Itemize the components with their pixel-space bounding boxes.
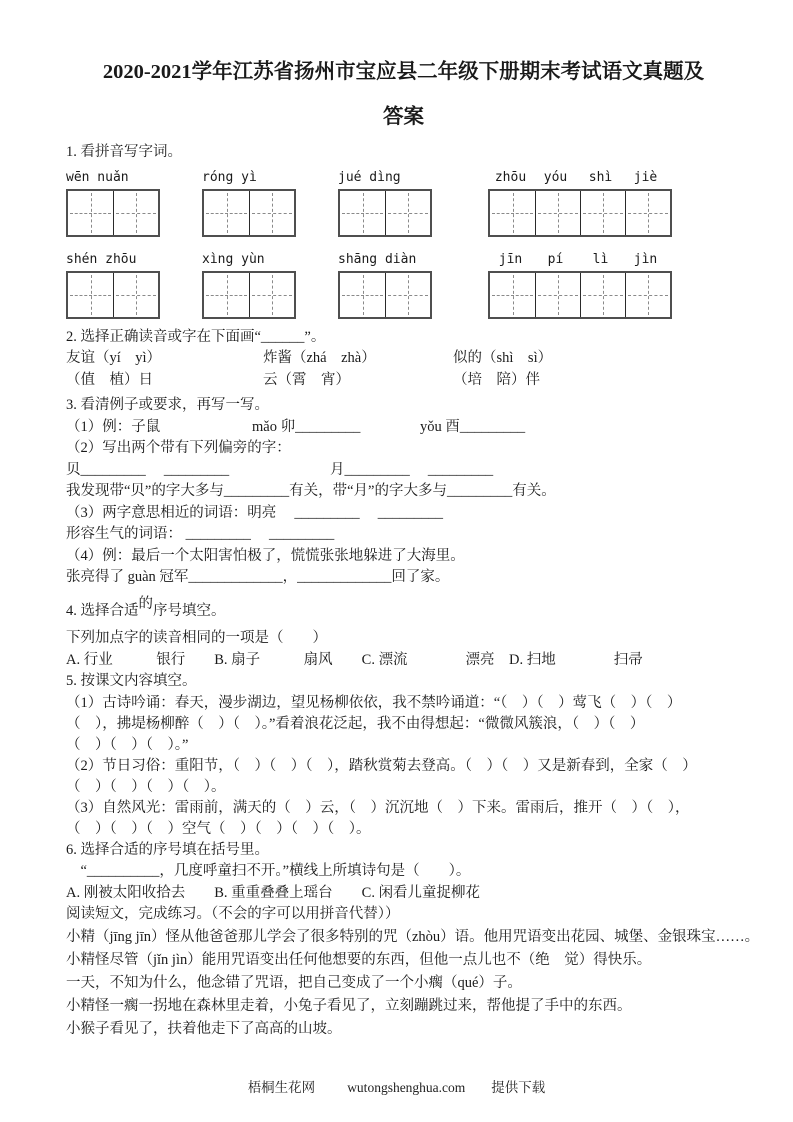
writing-grid-cell [625,191,670,235]
pinyin-grid-group [202,169,296,237]
writing-grid-cell [340,273,385,317]
writing-grid-cell [580,191,625,235]
pinyin-syllable: róng yì [202,169,257,185]
q5-line: （ ），拂堤杨柳醉（ ）（ ）。”看着浪花泛起，我不由得想起：“微微风簇浪，（ ）（ ） [66,715,645,732]
q3-heading: 3. 看清例子或要求，再写一写。 [66,397,269,413]
q5-line: （ ）（ ）（ ）空气（ ）（ ）（ ）（ ）。 [66,820,371,837]
pinyin-syllable: pí [547,251,564,267]
q3-discovery-line: 我发现带“贝”的字大多与_________有关，带“月”的字大多与_________有关。 [66,483,556,499]
pinyin-label [66,169,160,189]
pinyin-grid-group [488,169,672,237]
pinyin-label [202,169,296,189]
pinyin-label [488,251,672,271]
writing-grid-cell [580,273,625,317]
q3-item1-blank-you: yǒu 酉_________ [420,418,526,435]
q4-heading-superscript: 的 [138,595,153,612]
writing-grid-cell [249,273,294,317]
page-title-line2: 答案 [383,106,424,128]
reading-intro: 阅读短文，完成练习。（不会的字可以用拼音代替）） [66,906,400,922]
q5-heading: 5. 按课文内容填空。 [66,673,197,689]
passage-paragraph: 一天，不知为什么，他念错了咒语，把自己变成了一个小瘸（qué）子。 [66,974,522,991]
q3-radical-bei-blanks: 贝_________ _________ [66,461,230,478]
pinyin-grid-group [338,251,432,319]
writing-grid-cell [204,273,249,317]
q5-line: （ ）（ ）（ ）。” [66,736,189,753]
passage-paragraph: 小精（jīng jīn）怪从他爸爸那儿学会了很多特别的咒（zhòu）语。他用咒语变出花园、城堡、金银珠宝……。 [66,928,760,945]
pinyin-syllable: jīn [498,251,523,267]
writing-grid [488,271,672,319]
pinyin-label [338,169,432,189]
pinyin-syllable: yóu [543,169,568,185]
q2-choice: 友谊（yí yì） [66,350,162,366]
q4-heading-prefix: 4. 选择合适 [66,602,139,619]
q3-item4: （4）例：最后一个太阳害怕极了，慌慌张张地躲进了大海里。 [66,547,465,564]
q3-anger-line: 形容生气的词语： _________ _________ [66,526,335,542]
q3-item1-example: （1）例：子鼠 [66,418,161,435]
writing-grid-cell [535,191,580,235]
writing-grid-cell [385,191,430,235]
writing-grid [202,271,296,319]
pinyin-label [66,251,160,271]
q6-options-line: A. 刚被太阳收拾去 B. 重重叠叠上瑶台 C. 闲看儿童捉柳花 [66,884,481,901]
writing-grid [338,271,432,319]
q3-item4-line2: 张亮得了 guàn 冠军_____________，_____________回了家。 [66,569,450,585]
q3-item1-blank-mao: mǎo 卯_________ [252,418,361,435]
writing-grid-cell [535,273,580,317]
q6-heading: 6. 选择合适的序号填在括号里。 [66,841,269,858]
pinyin-syllable: jiè [633,169,658,185]
q1-heading: 1. 看拼音写字词。 [66,144,182,160]
q4-options-line: A. 行业 银行 B. 扇子 扇风 C. 漂流 漂亮 D. 扫地 扫帚 [66,651,643,668]
q3-item2: （2）写出两个带有下列偏旁的字： [66,440,291,456]
pinyin-grid-group [488,251,672,319]
page-footer [0,1076,793,1096]
q3-item1 [66,417,741,439]
q4-question-line: 下列加点字的读音相同的一项是（ ） [66,630,327,646]
writing-grid-cell [490,273,535,317]
pinyin-syllable: shì [588,169,613,185]
q4-heading [66,595,741,623]
pinyin-syllable: lì [592,251,609,267]
writing-grid-cell [340,191,385,235]
pinyin-syllable: jué dìng [338,169,401,185]
passage-paragraph: 小精怪一瘸一拐地在森林里走着，小兔子看见了，立刻蹦跳过来，帮他提了手中的东西。 [66,998,632,1015]
pinyin-label [202,251,296,271]
writing-grid [66,189,160,237]
q2-choice: （培 陪）伴 [453,371,540,388]
pinyin-syllable: shén zhōu [66,251,137,267]
q3-item3: （3）两字意思相近的词语：明亮 _________ _________ [66,504,443,521]
q2-choice: 炸酱（zhá zhà） [263,350,376,366]
passage-paragraph: 小猴子看见了，扶着他走下了高高的山坡。 [66,1021,342,1038]
writing-grid [488,189,672,237]
pinyin-grid-group [338,169,432,237]
q2-choice: 似的（shì sì） [453,350,553,366]
page-title [66,50,741,140]
writing-grid-cell [625,273,670,317]
writing-grid-cell [113,191,158,235]
footer-site-name: 梧桐生花网 [247,1080,316,1095]
q5-line: （ ）（ ）（ ）（ ）。 [66,778,226,795]
footer-download-label: 提供下载 [491,1080,546,1095]
page-title-line1: 2020-2021学年江苏省扬州市宝应县二年级下册期末考试语文真题及 [102,61,705,83]
writing-grid [66,271,160,319]
q2-choices-row-2 [66,370,741,392]
passage-paragraph: 小精怪尽管（jǐn jìn）能用咒语变出任何他想要的东西，但他一点儿也不（绝 觉）得快乐。 [66,951,652,968]
q2-choices-row-1 [66,348,741,370]
pinyin-label [338,251,432,271]
writing-grid-cell [68,273,113,317]
q2-heading: 2. 选择正确读音或字在下面画“______”。 [66,328,326,345]
q5-line: （3）自然风光：雷雨前，满天的（ ）云，（ ）沉沉地（ ）下来。雷雨后，推开（ ）（ ）， [66,799,690,816]
pinyin-syllable: jìn [633,251,658,267]
pinyin-syllable: wēn nuǎn [66,169,129,185]
q2-choice: （值 植）日 [66,371,153,388]
pinyin-syllable: xìng yùn [202,251,265,267]
writing-grid [202,189,296,237]
q5-line: （2）节日习俗：重阳节，（ ）（ ）（ ），踏秋赏菊去登高。（ ）（ ）又是新春到，全家（ ） [66,757,697,774]
writing-grid [338,189,432,237]
pinyin-grid-row-2 [66,251,741,319]
q6-quote-line: “__________，几度呼童扫不开。”横线上所填诗句是（ ）。 [66,863,471,879]
writing-grid-cell [68,191,113,235]
pinyin-grid-group [66,251,160,319]
writing-grid-cell [204,191,249,235]
pinyin-label [488,169,672,189]
writing-grid-cell [490,191,535,235]
q5-line: （1）古诗吟诵：春天，漫步湖边，望见杨柳依依，我不禁吟诵道：“（ ）（ ）莺飞（ ）（ ） [66,694,682,711]
pinyin-grid-row-1 [66,169,741,237]
q2-choice: 云（霄 宵） [263,371,350,388]
q3-radicals-line [66,460,741,482]
pinyin-syllable: zhōu [494,169,527,185]
pinyin-syllable: shāng diàn [338,251,417,267]
writing-grid-cell [113,273,158,317]
footer-site-url: wutongshenghua.com [347,1080,466,1095]
q4-heading-suffix: 序号填空。 [153,602,226,619]
q3-radical-yue-blanks: 月_________ _________ [330,461,494,478]
pinyin-grid-group [202,251,296,319]
writing-grid-cell [385,273,430,317]
writing-grid-cell [249,191,294,235]
pinyin-grid-group [66,169,160,237]
